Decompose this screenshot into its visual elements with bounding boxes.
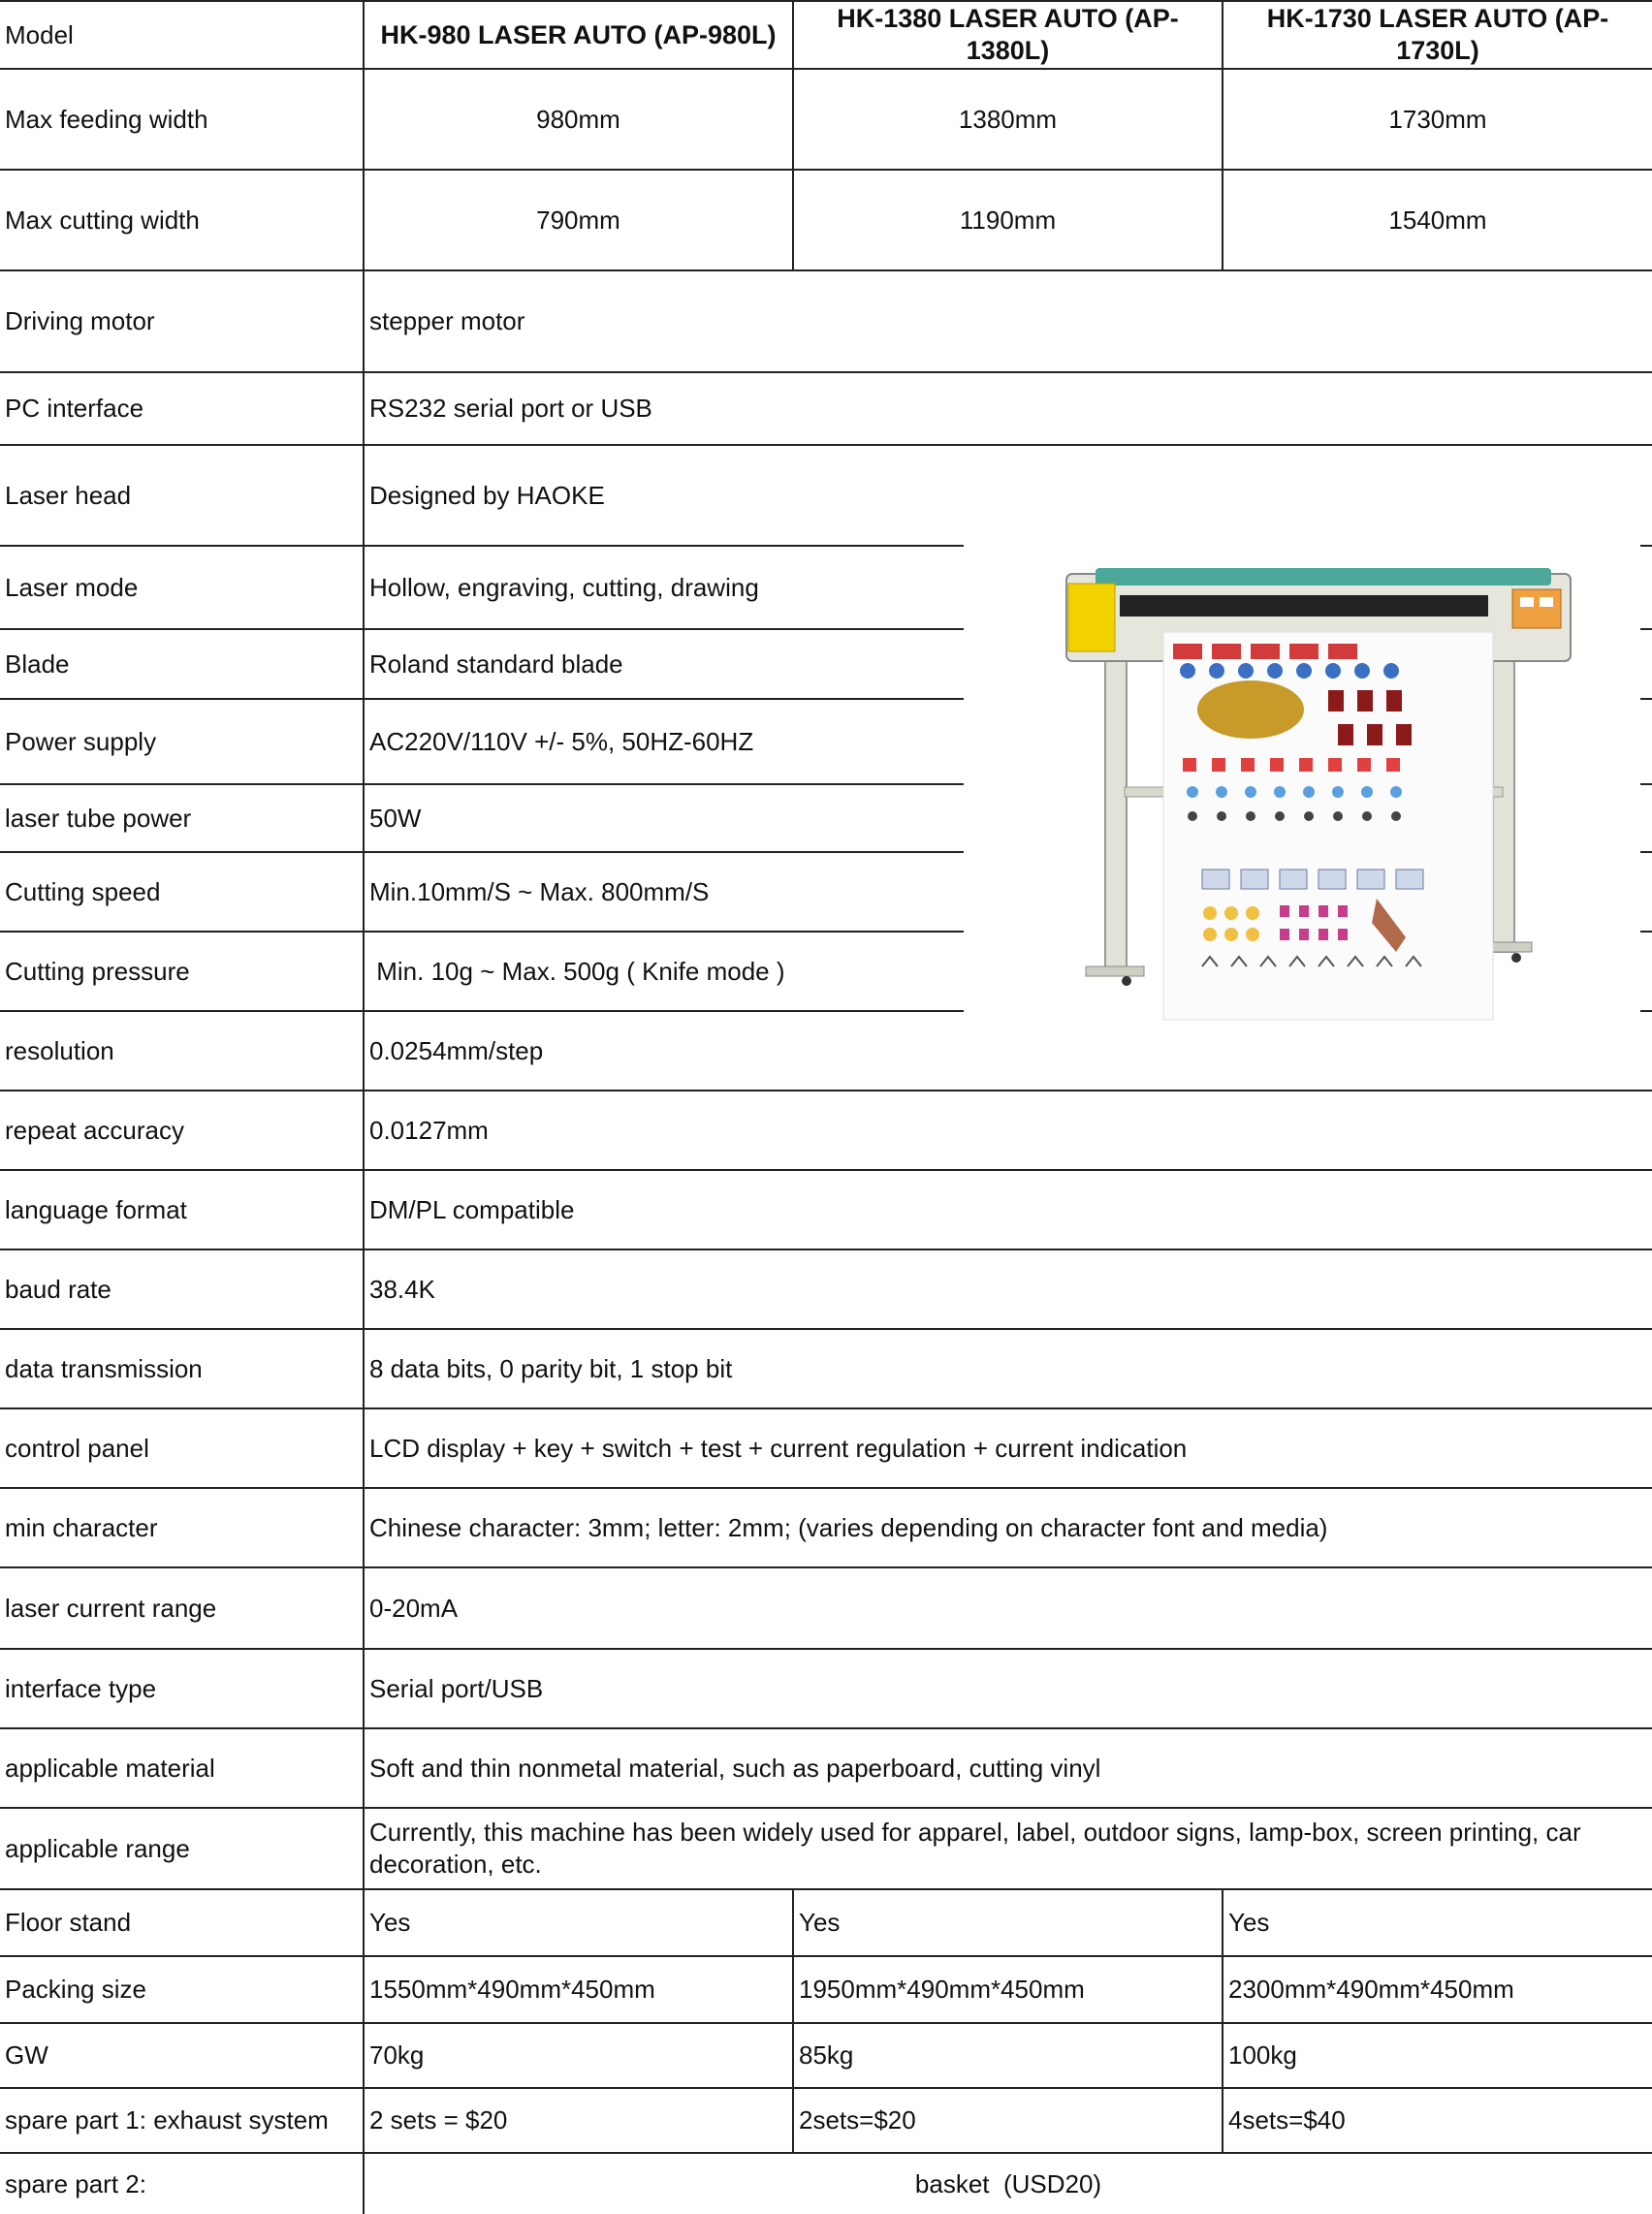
cell-value: 0-20mA (369, 1593, 459, 1623)
cell-value: 50W (369, 803, 422, 833)
row-divider-stub (1640, 698, 1652, 700)
cell-value: Roland standard blade (369, 648, 623, 679)
cell-value: 0.0254mm/step (369, 1035, 544, 1065)
row-label: Blade (5, 648, 70, 679)
cell-value: 1730mm (1388, 104, 1487, 134)
row-label: Max cutting width (5, 205, 200, 235)
cell-value: Min.10mm/S ~ Max. 800mm/S (369, 876, 710, 906)
row-label: Packing size (5, 1975, 146, 2004)
cell-value: 8 data bits, 0 parity bit, 1 stop bit (369, 1353, 733, 1383)
row-label: Laser mode (5, 572, 139, 602)
row-label: language format (5, 1194, 187, 1224)
cell-value: 2300mm*490mm*450mm (1228, 1975, 1514, 2004)
cell-value: Serial port/USB (369, 1673, 544, 1703)
column-divider (1222, 1888, 1223, 2152)
row-label: applicable material (5, 1753, 215, 1783)
cell-value: DM/PL compatible (369, 1194, 575, 1224)
cell-value: 0.0127mm (369, 1115, 489, 1145)
cell-value: 38.4K (369, 1274, 435, 1304)
header-model-1380: HK-1380 LASER AUTO (AP-1380L) (837, 4, 1179, 65)
cell-value: 790mm (536, 205, 620, 235)
row-label: GW (5, 2040, 48, 2070)
cell-value: Chinese character: 3mm; letter: 2mm; (varies depending on character font and media) (369, 1512, 1328, 1542)
cell-value: Yes (799, 1908, 841, 1937)
cell-value: 100kg (1228, 2040, 1297, 2070)
header-model-1730: HK-1730 LASER AUTO (AP-1730L) (1266, 4, 1609, 65)
cell-value: Min. 10g ~ Max. 500g ( Knife mode ) (369, 956, 785, 986)
cell-value: 4sets=$40 (1228, 2105, 1346, 2135)
row-label: Floor stand (5, 1908, 132, 1937)
row-label: Cutting pressure (5, 956, 190, 986)
column-divider (363, 0, 365, 2214)
header-model-980: HK-980 LASER AUTO (AP-980L) (380, 19, 777, 49)
row-label: applicable range (5, 1833, 190, 1863)
row-label: data transmission (5, 1353, 203, 1383)
cell-value: 2 sets = $20 (369, 2105, 508, 2135)
row-label: laser tube power (5, 803, 192, 833)
row-label: laser current range (5, 1593, 217, 1623)
row-divider-stub (1640, 1010, 1652, 1012)
cell-value: 1550mm*490mm*450mm (369, 1975, 655, 2004)
cell-value: Hollow, engraving, cutting, drawing (369, 572, 759, 602)
cell-value: 70kg (369, 2040, 425, 2070)
cell-value: stepper motor (369, 306, 525, 335)
cell-value: Designed by HAOKE (369, 480, 605, 510)
row-divider-stub (1640, 628, 1652, 630)
row-label: repeat accuracy (5, 1115, 184, 1145)
row-label: resolution (5, 1035, 114, 1065)
row-label: Laser head (5, 480, 132, 510)
cell-value: 1540mm (1388, 205, 1487, 235)
cell-value: Currently, this machine has been widely used for apparel, label, outdoor signs, lamp-box, screen printing, car decoration, etc. (369, 1818, 1581, 1879)
cell-value: basket (USD20) (914, 2168, 1102, 2198)
row-label: Max feeding width (5, 104, 208, 134)
laser-cutter-product-image (1057, 554, 1580, 1026)
cell-value: 980mm (536, 104, 620, 134)
cell-value: 2sets=$20 (799, 2105, 916, 2135)
cell-value: RS232 serial port or USB (369, 394, 652, 423)
cell-value: 85kg (799, 2040, 854, 2070)
row-label: spare part 1: exhaust system (5, 2105, 329, 2135)
row-label: PC interface (5, 394, 144, 423)
cell-value: LCD display + key + switch + test + current regulation + current indication (369, 1433, 1188, 1463)
row-label: min character (5, 1512, 158, 1542)
cell-value: Yes (1228, 1908, 1270, 1937)
cell-value: Yes (369, 1908, 411, 1937)
row-label: Power supply (5, 726, 157, 756)
cell-value: 1190mm (959, 205, 1057, 235)
row-divider-stub (1640, 783, 1652, 785)
row-label: spare part 2: (5, 2168, 146, 2198)
row-divider-stub (1640, 931, 1652, 933)
row-label: Cutting speed (5, 876, 161, 906)
cell-value: 1950mm*490mm*450mm (799, 1975, 1085, 2004)
header-label: Model (5, 19, 74, 49)
cell-value: Soft and thin nonmetal material, such as paperboard, cutting vinyl (369, 1753, 1101, 1783)
cell-value: 1380mm (958, 104, 1058, 134)
row-divider-stub (1640, 851, 1652, 853)
cell-value: AC220V/110V +/- 5%, 50HZ-60HZ (369, 726, 754, 756)
row-label: baud rate (5, 1274, 111, 1304)
row-divider-stub (1640, 545, 1652, 547)
row-label: Driving motor (5, 306, 155, 335)
row-label: interface type (5, 1673, 157, 1703)
row-label: control panel (5, 1433, 149, 1463)
column-divider (792, 1888, 794, 2152)
